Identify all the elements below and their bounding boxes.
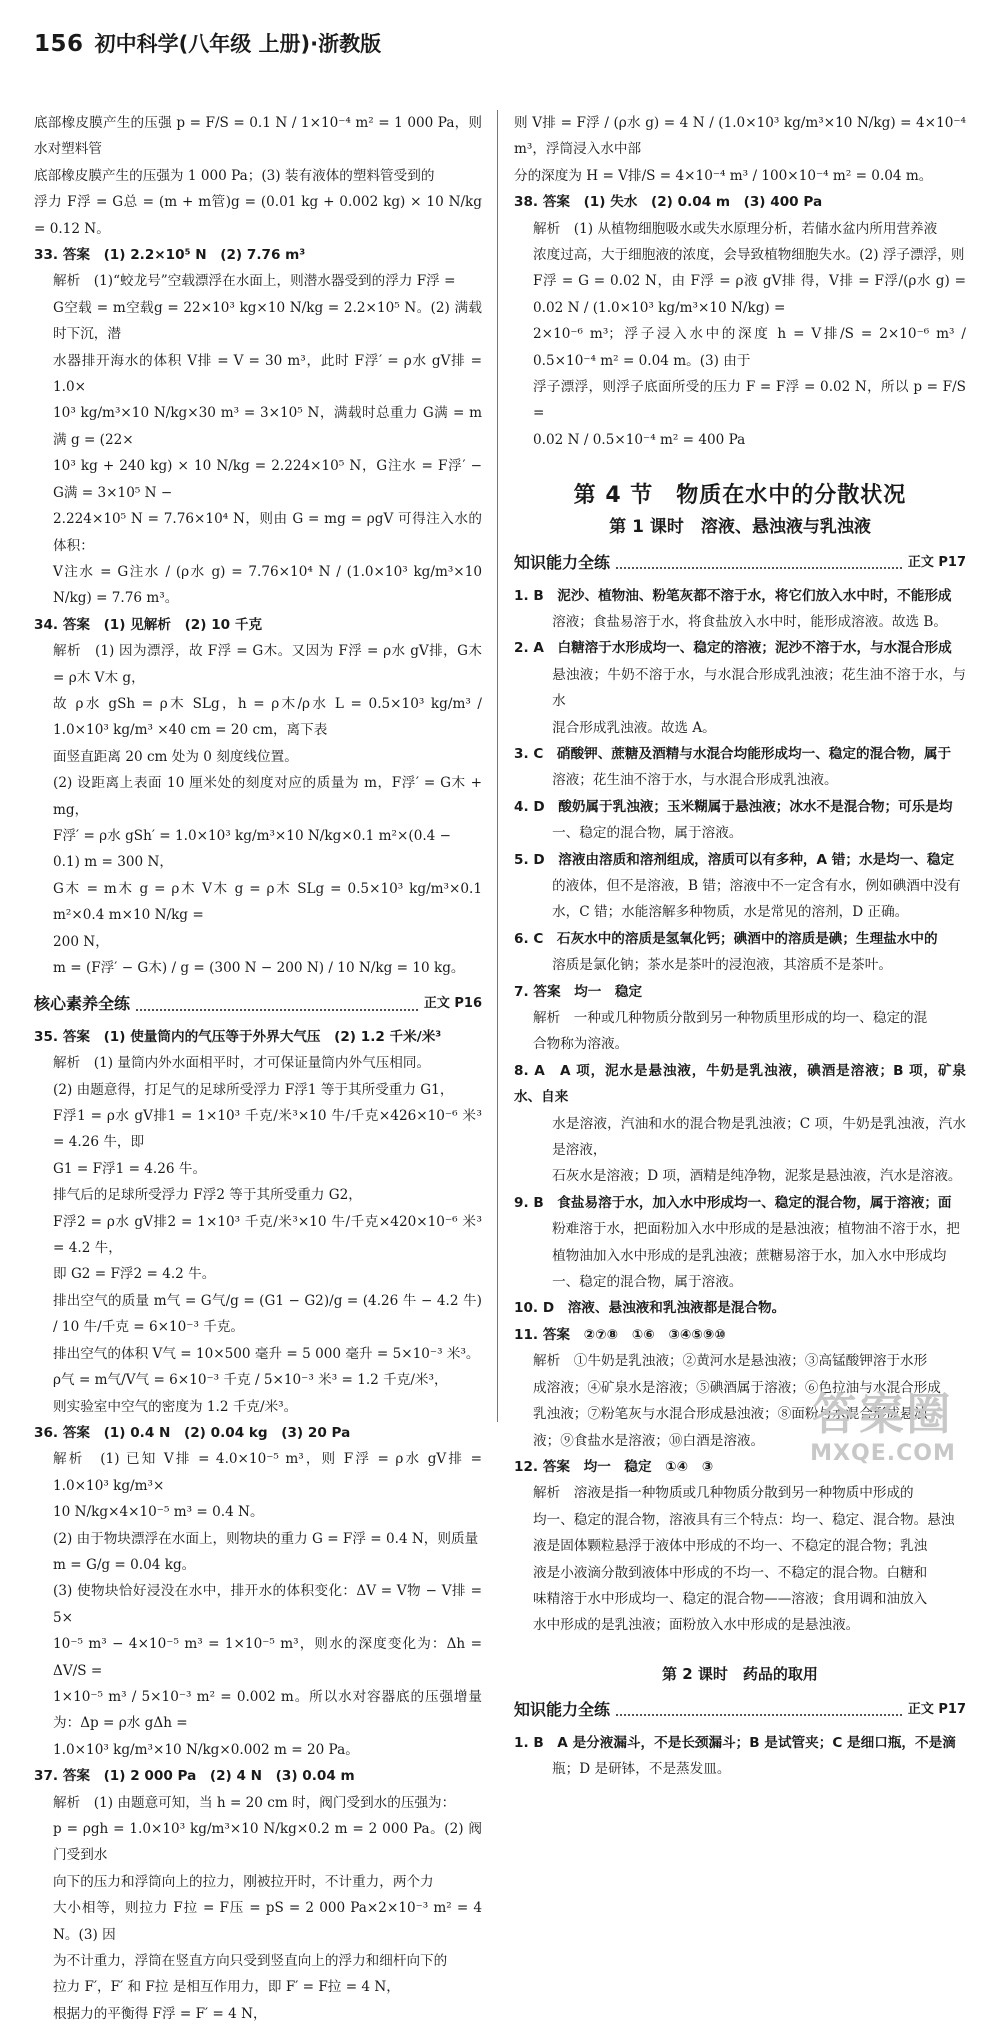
answer-item: 36. 答案 (1) 0.4 N (2) 0.04 kg (3) 20 Pa [34,1424,351,1441]
text-line: 排出空气的体积 V气 = 10×500 毫升 = 5 000 毫升 = 5×10⁻³ 米³。 [53,1345,480,1362]
text-line: (2) 由于物块漂浮在水面上，则物块的重力 G = F浮 = 0.4 N，则质量 [53,1530,479,1547]
text-line: 200 N， [53,933,109,950]
text-line: 粉难溶于水，把面粉加入水中形成的是悬浊液；植物油不溶于水，把 [552,1221,960,1238]
right-column [514,110,966,1782]
page-reference: 正文 P16 [423,996,482,1012]
section-heading [514,1697,966,1723]
text-line: 液是固体颗粒悬浮于液体中形成的不均一、不稳定的混合物；乳浊 [533,1538,928,1555]
text-line: F浮′ = ρ水 gSh′ = 1.0×10³ kg/m³×10 N/kg×0.1 m²×(0.4 − [53,827,452,844]
answer-item: 34. 答案 (1) 见解析 (2) 10 千克 [34,616,263,633]
text-line: 液；⑨食盐水是溶液；⑩白酒是溶液。 [533,1432,765,1449]
section-heading [514,550,966,576]
page-header [34,28,974,68]
text-line: (2) 由题意得，打足气的足球所受浮力 F浮1 等于其所受重力 G1， [53,1081,454,1098]
text-line: p = ρgh = 1.0×10³ kg/m³×10 N/kg×0.2 m = 2 000 Pa。(2) 阀门受到水 [53,1821,482,1864]
text-line: 解析 (1) 因为漂浮，故 F浮 = G木。又因为 F浮 = ρ水 gV排，G木 = ρ木 V木 g， [53,643,482,686]
text-line: 解析 溶液是指一种物质或几种物质分散到另一种物质中形成的 [533,1485,914,1502]
answer-item: 3. C 硝酸钾、蔗糖及酒精与水混合均能形成均一、稳定的混合物，属于 [514,745,952,762]
book-title: 初中科学(八年级 上册)·浙教版 [94,32,382,56]
text-line: 为不计重力，浮筒在竖直方向只受到竖直向上的浮力和细杆向下的 [53,1953,448,1970]
text-line: 合物称为溶液。 [533,1036,629,1053]
section-title: 知识能力全练 [514,553,611,573]
text-line: 解析 ①牛奶是乳浊液；②黄河水是悬浊液；③高锰酸钾溶于水形 [533,1353,928,1370]
answer-item: 8. A A 项，泥水是悬浊液，牛奶是乳浊液，碘酒是溶液；B 项，矿泉水、自来 [514,1062,966,1106]
text-line: 水中形成的是乳浊液；面粉放入水中形成的是悬浊液。 [533,1617,860,1634]
text-line: 植物油加入水中形成的是乳浊液；蔗糖易溶于水，加入水中形成均 [552,1247,947,1264]
text-line: 2×10⁻⁶ m³；浮子浸入水中的深度 h = V排/S = 2×10⁻⁶ m³ / 0.5×10⁻⁴ m² = 0.04 m。(3) 由于 [533,326,966,369]
watermark-text: 答案圈 [812,1389,954,1440]
answer-item: 38. 答案 (1) 失水 (2) 0.04 m (3) 400 Pa [514,194,823,211]
text-line: 2.224×10⁵ N = 7.76×10⁴ N，则由 G = mg = ρgV 可得注入水的体积： [53,511,482,554]
text-line: 瓶；D 是研钵，不是蒸发皿。 [552,1760,731,1777]
text-line: 味精溶于水中形成均一、稳定的混合物——溶液；食用调和油放入 [533,1590,928,1607]
answer-item: 37. 答案 (1) 2 000 Pa (2) 4 N (3) 0.04 m [34,1768,355,1785]
section-heading [34,991,482,1017]
text-line: 混合形成乳浊液。故选 A。 [552,719,716,736]
text-line: 1.0×10³ kg/m³×10 N/kg×0.002 m = 20 Pa。 [53,1741,359,1758]
text-line: 分的深度为 H = V排/S = 4×10⁻⁴ m³ / 100×10⁻⁴ m² = 0.04 m。 [514,167,933,184]
answer-item: 2. A 白糖溶于水形成均一、稳定的溶液；泥沙不溶于水，与水混合形成 [514,640,952,657]
answer-item: 7. 答案 均一 稳定 [514,983,643,1000]
lesson-title: 第 1 课时 溶液、悬浊液与乳浊液 [609,516,871,537]
watermark-logo [788,1389,978,1475]
text-line: 排气后的足球所受浮力 F浮2 等于其所受重力 G2， [53,1187,362,1204]
section-title: 核心素养全练 [34,994,131,1014]
section-title: 知识能力全练 [514,1700,611,1720]
text-line: 水，C 错；水能溶解多种物质，水是常见的溶剂，D 正确。 [552,904,909,921]
text-line: F浮2 = ρ水 gV排2 = 1×10³ 千克/米³×10 牛/千克×420×10⁻⁶ 米³ = 4.2 牛， [53,1213,482,1257]
text-line: 10⁻⁵ m³ − 4×10⁻⁵ m³ = 1×10⁻⁵ m³，则水的深度变化为：Δh = ΔV/S = [53,1636,482,1679]
answer-item: 33. 答案 (1) 2.2×10⁵ N (2) 7.76 m³ [34,247,306,264]
text-line: 悬浊液；牛奶不溶于水，与水混合形成乳浊液；花生油不溶于水，与水 [552,666,966,710]
text-line: G1 = F浮1 = 4.26 牛。 [53,1160,207,1177]
text-line: 浮子漂浮，则浮子底面所受的压力 F = F浮 = 0.02 N，所以 p = F/S = [533,379,966,422]
answer-item: 4. D 酸奶属于乳浊液；玉米糊属于悬浊液；冰水不是混合物；可乐是均 [514,798,953,815]
text-line: V注水 = G注水 / (ρ水 g) = 7.76×10⁴ N / (1.0×10³ kg/m³×10 N/kg) = 7.76 m³。 [53,563,482,607]
text-line: 均一、稳定的混合物，溶液具有三个特点：均一、稳定、混合物。悬浊 [533,1511,955,1528]
text-line: 溶质是氯化钠；茶水是茶叶的浸泡液，其溶质不是茶叶。 [552,957,892,974]
text-line: 0.02 N / 0.5×10⁻⁴ m² = 400 Pa [533,431,746,448]
answer-item: 1. B A 是分液漏斗，不是长颈漏斗；B 是试管夹；C 是细口瓶，不是滴 [514,1734,956,1751]
left-column [34,110,482,2027]
text-line: 排出空气的质量 m气 = G气/g = (G1 − G2)/g = (4.26 牛 − 4.2 牛) / 10 牛/千克 = 6×10⁻³ 千克。 [53,1292,482,1336]
answer-item: 10. D 溶液、悬浊液和乳浊液都是混合物。 [514,1300,786,1317]
answer-item: 1. B 泥沙、植物油、粉笔灰都不溶于水，将它们放入水中时，不能形成 [514,587,952,604]
text-line: 的液体，但不是溶液，B 错；溶液中不一定含有水，例如碘酒中没有 [552,877,961,894]
text-line: 大小相等，则拉力 F拉 = F压 = pS = 2 000 Pa×2×10⁻³ m² = 4 N。(3) 因 [53,1900,482,1943]
answer-item: 9. B 食盐易溶于水，加入水中形成均一、稳定的混合物，属于溶液；面 [514,1194,952,1211]
text-line: m = (F浮′ − G木) / g = (300 N − 200 N) / 10 N/kg = 10 kg。 [53,960,465,976]
page-reference: 正文 P17 [907,1702,966,1718]
text-line: 向下的压力和浮筒向上的拉力，刚被拉开时，不计重力，两个力 [53,1873,434,1890]
text-line: 一、稳定的混合物，属于溶液。 [552,1274,743,1291]
answer-item: 6. C 石灰水中的溶质是氢氧化钙；碘酒中的溶质是碘；生理盐水中的 [514,930,938,947]
text-line: (2) 设距离上表面 10 厘米处的刻度对应的质量为 m，F浮′ = G木 + mg， [53,775,482,818]
watermark-url: MXQE.COM [810,1441,956,1466]
text-line: 故 ρ水 gSh = ρ木 SLg，h = ρ木/ρ水 L = 0.5×10³ kg/m³ / 1.0×10³ kg/m³ ×40 cm = 20 cm，离下表 [53,695,482,739]
text-line: 拉力 F′，F′ 和 F拉 是相互作用力，即 F′ = F拉 = 4 N， [53,1979,400,1996]
chapter-section-title: 第 4 节 物质在水中的分散状况 [573,483,907,509]
dotted-leader [616,557,902,569]
text-line: 浓度过高，大于细胞液的浓度，会导致植物细胞失水。(2) 浮子漂浮，则 [533,247,965,264]
text-line: 液是小液滴分散到液体中形成的不均一、不稳定的混合物。白糖和 [533,1564,928,1581]
text-line: 成溶液；④矿泉水是溶液；⑤碘酒属于溶液；⑥色拉油与水混合形成 [533,1379,941,1396]
text-line: 石灰水是溶液；D 项，酒精是纯净物，泥浆是悬浊液，汽水是溶液。 [552,1168,962,1185]
text-line: 解析 (1) 已知 V排 = 4.0×10⁻⁵ m³，则 F浮 = ρ水 gV排 = 1.0×10³ kg/m³× [53,1451,482,1494]
text-line: 0.1) m = 300 N， [53,854,173,871]
text-line: G空载 = m空载g = 22×10³ kg×10 N/kg = 2.2×10⁵ N。(2) 满载时下沉，潜 [53,299,482,343]
text-line: 10³ kg + 240 kg) × 10 N/kg = 2.224×10⁵ N，G注水 = F浮′ − G满 = 3×10⁵ N − [53,458,482,501]
answer-item: 12. 答案 均一 稳定 ①④ ③ [514,1458,714,1475]
text-line: 即 G2 = F浮2 = 4.2 牛。 [53,1266,216,1283]
text-line: 浮力 F浮 = G总 = (m + m管)g = (0.01 kg + 0.002 kg) × 10 N/kg = 0.12 N。 [34,194,482,237]
text-line: F浮1 = ρ水 gV排1 = 1×10³ 千克/米³×10 牛/千克×426×10⁻⁶ 米³ = 4.26 牛，即 [53,1108,482,1151]
text-line: 根据力的平衡得 F浮 = F′ = 4 N， [53,2005,267,2022]
dotted-leader [616,1704,902,1716]
text-line: 水是溶液，汽油和水的混合物是乳浊液；C 项，牛奶是乳浊液，汽水是溶液， [552,1115,966,1159]
answer-item: 35. 答案 (1) 使量筒内的气压等于外界大气压 (2) 1.2 千米/米³ [34,1028,442,1045]
answer-item: 11. 答案 ②⑦⑧ ①⑥ ③④⑤⑨⑩ [514,1326,726,1343]
text-line: 解析 (1) 由题意可知，当 h = 20 cm 时，阀门受到水的压强为： [53,1794,456,1811]
text-line: (3) 使物块恰好浸没在水中，排开水的体积变化：ΔV = V物 − V排 = 5× [53,1583,482,1626]
text-line: 解析 (1)“蛟龙号”空载漂浮在水面上，则潜水器受到的浮力 F浮 = [53,273,456,290]
text-line: 10³ kg/m³×10 N/kg×30 m³ = 3×10⁵ N，满载时总重力 G满 = m满 g = (22× [53,405,482,448]
text-line: 溶液；食盐易溶于水，将食盐放入水中时，能形成溶液。故选 B。 [552,613,948,630]
text-line: 底部橡皮膜产生的压强 p = F/S = 0.1 N / 1×10⁻⁴ m² = 1 000 Pa，则水对塑料管 [34,115,482,158]
text-line: 则实验室中空气的密度为 1.2 千克/米³。 [53,1398,298,1415]
text-line: 解析 (1) 量筒内外水面相平时，才可保证量筒内外气压相同。 [53,1055,431,1072]
text-line: 1×10⁻⁵ m³ / 5×10⁻³ m² = 0.002 m。所以水对容器底的压强增量为：Δp = ρ水 gΔh = [53,1688,482,1732]
text-line: 水器排开海水的体积 V排 = V = 30 m³，此时 F浮′ = ρ水 gV排 = 1.0× [53,352,482,396]
text-line: 乳浊液；⑦粉笔灰与水混合形成悬浊液；⑧面粉与水混合形成悬浊 [533,1406,928,1423]
text-line: 10 N/kg×4×10⁻⁵ m³ = 0.4 N。 [53,1504,264,1521]
column-divider [497,110,498,1422]
text-line: 溶液；花生油不溶于水，与水混合形成乳浊液。 [552,772,838,789]
text-line: ρ气 = m气/V气 = 6×10⁻³ 千克 / 5×10⁻³ 米³ = 1.2 千克/米³， [53,1372,448,1389]
text-line: 则 V排 = F浮 / (ρ水 g) = 4 N / (1.0×10³ kg/m³×10 N/kg) = 4×10⁻⁴ m³，浮筒浸入水中部 [514,115,966,158]
text-line: F浮 = G = 0.02 N，由 F浮 = ρ液 gV排 得，V排 = F浮/(ρ水 g) = 0.02 N / (1.0×10³ kg/m³×10 N/kg) = [533,273,966,316]
text-line: 一、稳定的混合物，属于溶液。 [552,825,743,842]
dotted-leader [136,999,418,1011]
text-line: m = G/g = 0.04 kg。 [53,1556,196,1573]
page-reference: 正文 P17 [907,555,966,571]
text-line: 面竖直距离 20 cm 处为 0 刻度线位置。 [53,748,298,765]
text-line: G木 = m木 g = ρ木 V木 g = ρ木 SLg = 0.5×10³ kg/m³×0.1 m²×0.4 m×10 N/kg = [53,880,482,924]
lesson-title: 第 2 课时 药品的取用 [662,1664,818,1683]
text-line: 解析 一种或几种物质分散到另一种物质里形成的均一、稳定的混 [533,1010,928,1026]
text-line: 底部橡皮膜产生的压强为 1 000 Pa；(3) 装有液体的塑料管受到的 [34,167,435,184]
answer-item: 5. D 溶液由溶质和溶剂组成，溶质可以有多种，A 错；水是均一、稳定 [514,851,955,868]
page-number: 156 [34,31,84,57]
text-line: 解析 (1) 从植物细胞吸水或失水原理分析，若储水盆内所用营养液 [533,220,938,237]
